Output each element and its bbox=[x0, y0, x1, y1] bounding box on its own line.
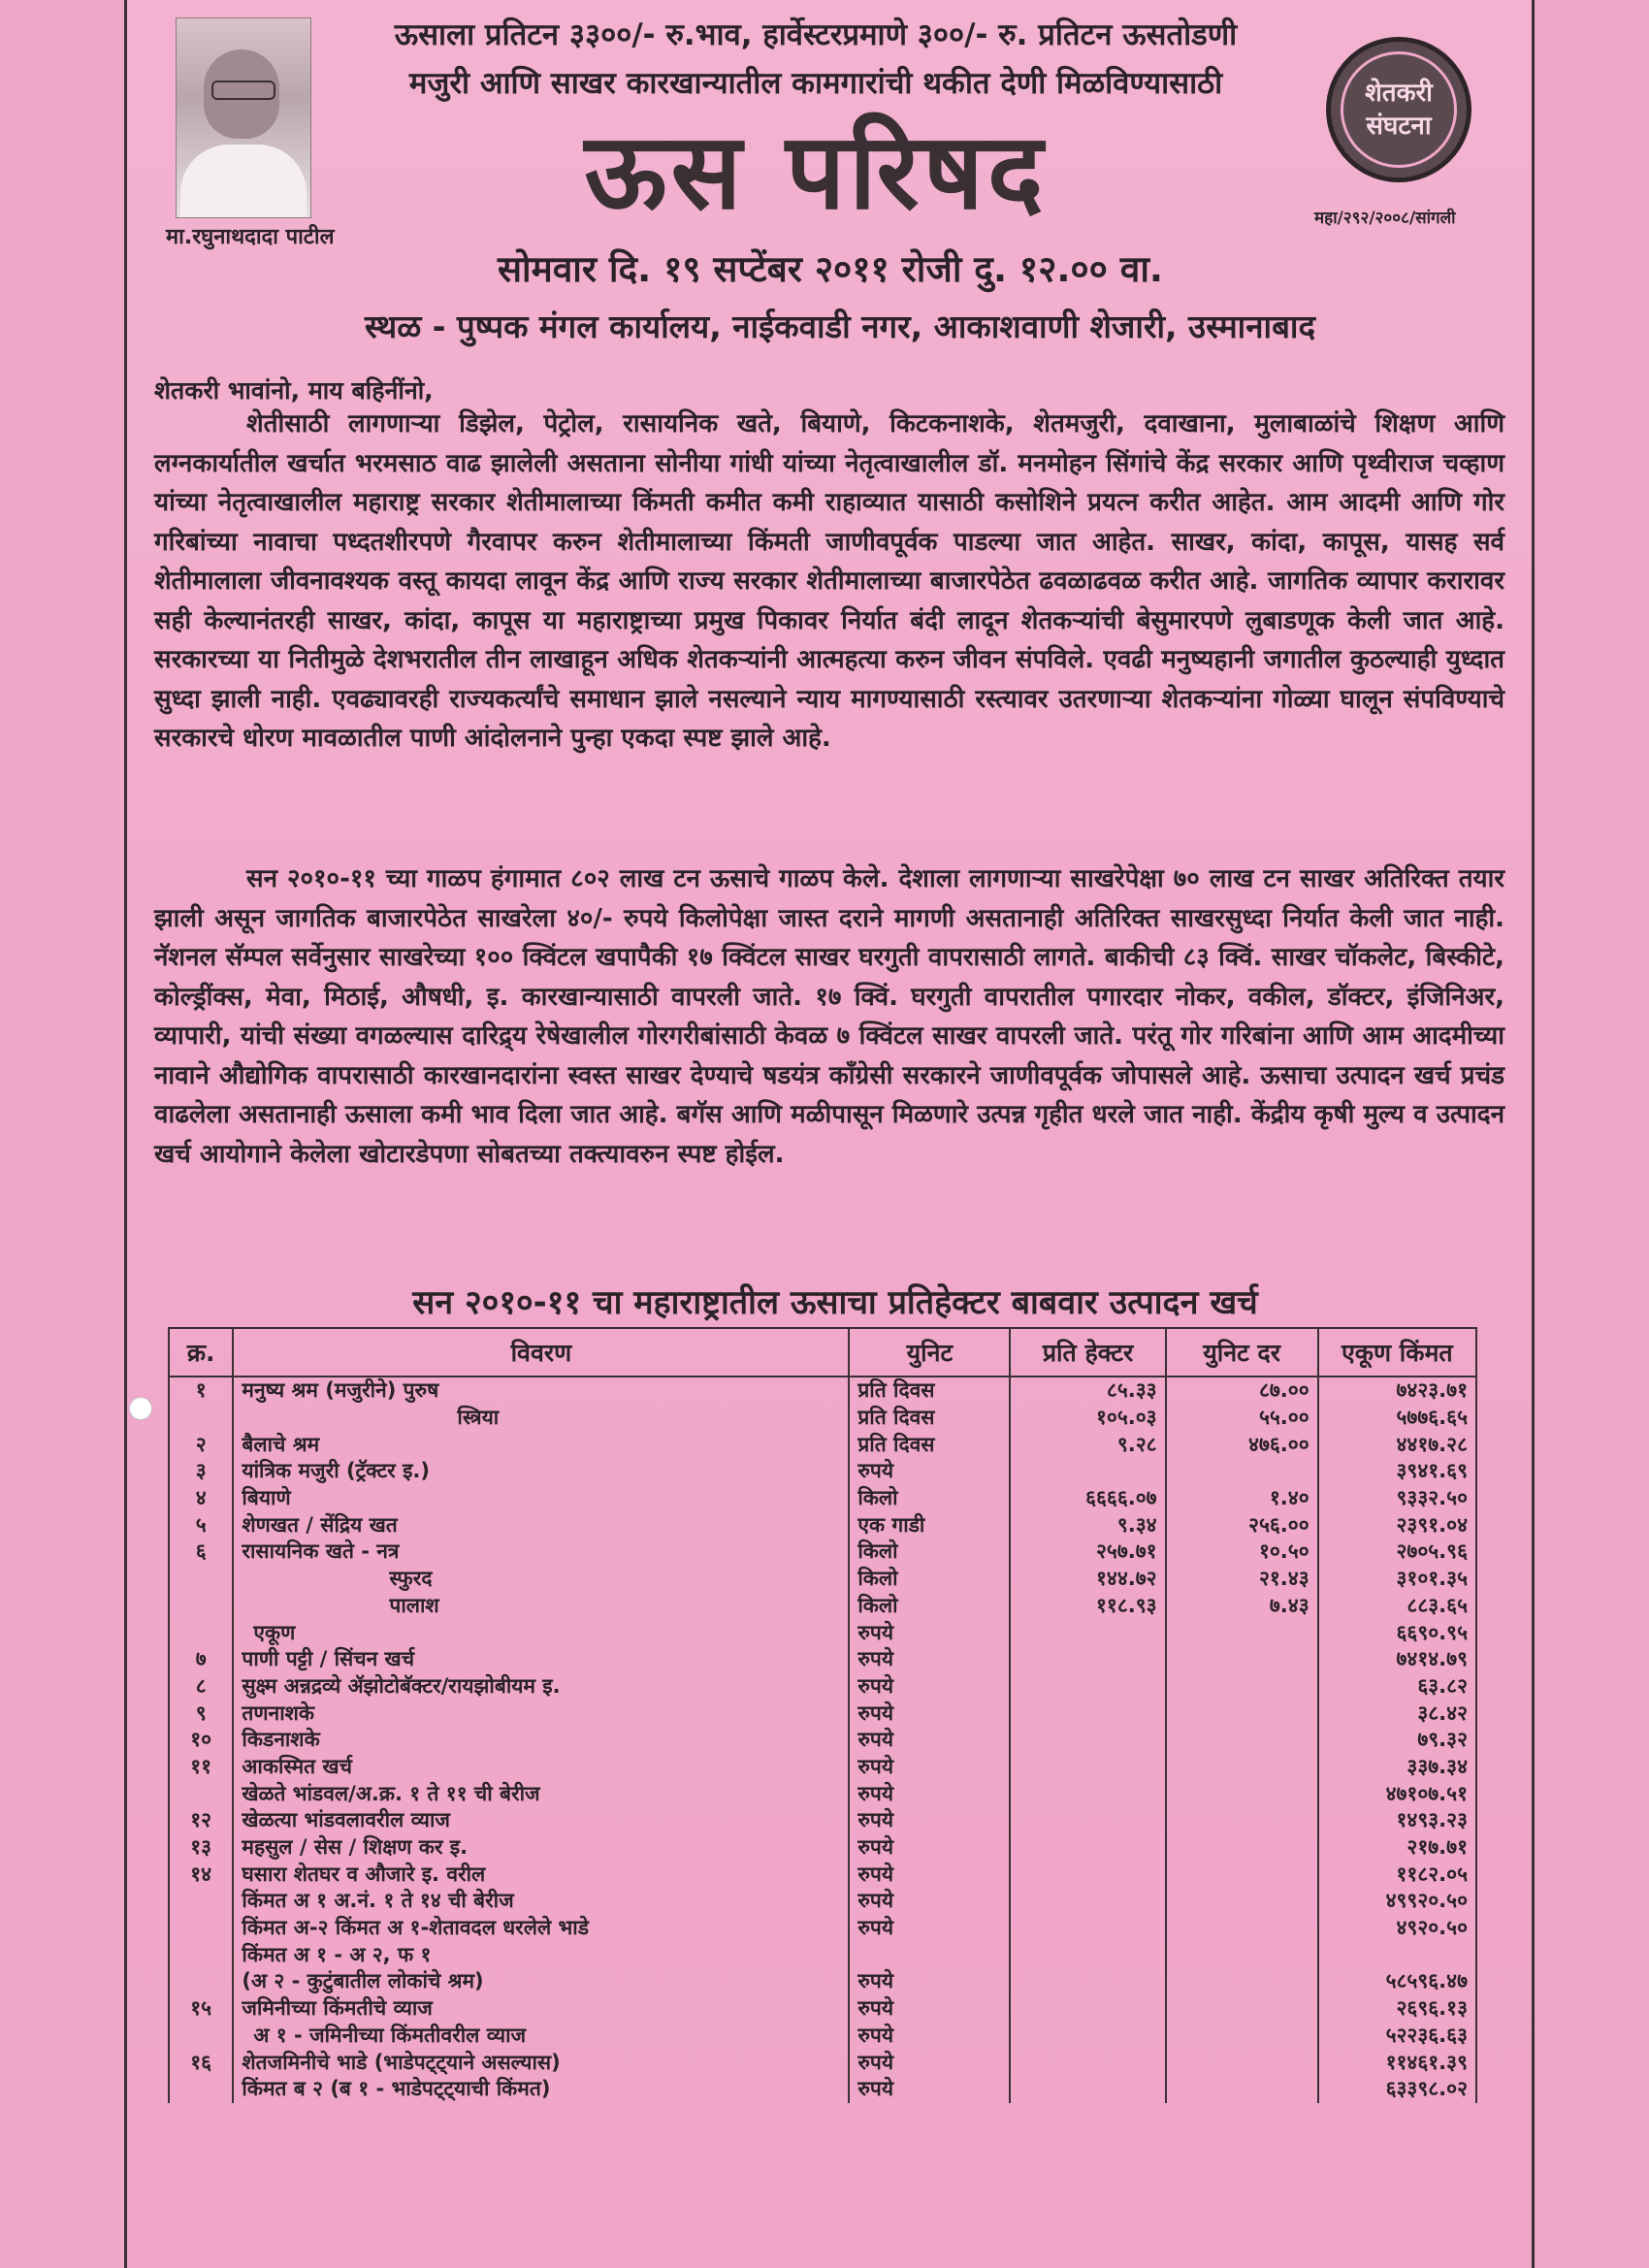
cell-description: जमिनीच्या किंमतीचे व्याज bbox=[233, 1995, 849, 2023]
cell-unit: किलो bbox=[849, 1485, 1010, 1512]
cell-unit: एक गाडी bbox=[849, 1511, 1010, 1539]
table-row bbox=[169, 1727, 1476, 1754]
cell-unit-rate bbox=[1166, 1915, 1318, 1942]
cell-sn: ७ bbox=[169, 1646, 233, 1673]
cell-sn: ३ bbox=[169, 1458, 233, 1485]
cell-sn bbox=[169, 1968, 233, 1995]
cell-unit-rate bbox=[1166, 1807, 1318, 1834]
cell-description: खेळत्या भांडवलावरील व्याज bbox=[233, 1807, 849, 1834]
table-header-row bbox=[169, 1328, 1476, 1377]
cost-table bbox=[168, 1327, 1477, 2103]
cell-total-cost: ३८.४२ bbox=[1318, 1700, 1476, 1727]
header-unit: युनिट bbox=[849, 1328, 1010, 1377]
cell-total-cost: ४४१७.२८ bbox=[1318, 1431, 1476, 1458]
cell-unit: प्रति दिवस bbox=[849, 1405, 1010, 1432]
cell-sn bbox=[169, 1888, 233, 1915]
table-row bbox=[169, 1861, 1476, 1888]
cell-per-hectare: ९.२८ bbox=[1010, 1431, 1165, 1458]
cell-unit: रुपये bbox=[849, 2049, 1010, 2076]
event-date: सोमवार दि. १९ सप्टेंबर २०११ रोजी दु. १२.०० वा. bbox=[498, 248, 1163, 290]
cell-total-cost: ५२२३६.६३ bbox=[1318, 2023, 1476, 2050]
cell-sn bbox=[169, 1780, 233, 1807]
cell-unit: रुपये bbox=[849, 1727, 1010, 1754]
cell-sn bbox=[169, 1405, 233, 1432]
cell-unit-rate bbox=[1166, 1700, 1318, 1727]
cell-total-cost: ११४६१.३९ bbox=[1318, 2049, 1476, 2076]
paragraph-2: सन २०१०-११ च्या गाळप हंगामात ८०२ लाख टन ऊसाचे गाळप केले. देशाला लागणाऱ्या साखरेपेक्षा ७० लाख टन साखर अतिरिक्त तयार झाली असून जागतिक बाजारपेठेत साखरेला ४०/- रुपये किलोपेक्षा जास्त दराने मागणी असतानाही अतिरिक्त साखरसुध्दा निर्यात केली जात नाही. नॅशनल सॅम्पल सर्वेनुसार साखरेच्या १०० क्विंटल खपापैकी १७ क्विंटल साखर घरगुती वापरासाठी लागते. बाकीची ८३ क्विं. साखर चॉकलेट, बिस्कीटे, कोल्ड्रींक्स, मेवा, मिठाई, औषधी, इ. कारखान्यासाठी वापरली जाते. १७ क्विं. घरगुती वापरातील पगारदार नोकर, वकील, डॉक्टर, इंजिनिअर, व्यापारी, यांची संख्या वगळल्यास दारिद्र्य रेषेखालील गोरगरीबांसाठी केवळ ७ क्विंटल साखर वापरली जाते. परंतू गोर गरिबांना आणि आम आदमीच्या नावाने औद्योगिक वापरासाठी कारखानदारांना स्वस्त साखर देण्याचे षडयंत्र काँग्रेसी सरकारने जाणीवपूर्वक जोपासले आहे. ऊसाचा उत्पादन खर्च प्रचंड वाढलेला असतानाही ऊसाला कमी भाव दिला जात आहे. बगॅस आणि मळीपासून मिळणारे उत्पन्न गृहीत धरले जात नाही. केंद्रीय कृषी मुल्य व उत्पादन खर्च आयोगाने केलेला खोटारडेपणा सोबतच्या तक्त्यावरुन स्पष्ट होईल. bbox=[154, 864, 1504, 1169]
cell-per-hectare bbox=[1010, 1834, 1165, 1862]
page-title: ऊस परिषद bbox=[584, 112, 1048, 233]
cell-per-hectare bbox=[1010, 1700, 1165, 1727]
cell-per-hectare bbox=[1010, 1458, 1165, 1485]
cell-total-cost: ६३३९८.०२ bbox=[1318, 2076, 1476, 2103]
cell-sn: ६ bbox=[169, 1539, 233, 1566]
cell-description: बैलाचे श्रम bbox=[233, 1431, 849, 1458]
cell-unit-rate: ५५.०० bbox=[1166, 1405, 1318, 1432]
header-unit-rate: युनिट दर bbox=[1166, 1328, 1318, 1377]
table-row bbox=[169, 1405, 1476, 1432]
table-row bbox=[169, 1619, 1476, 1646]
cell-total-cost: ७४१४.७९ bbox=[1318, 1646, 1476, 1673]
cell-description: किंमत ब २ (ब १ - भाडेपट्ट्याची किंमत) bbox=[233, 2076, 849, 2103]
cell-unit: रुपये bbox=[849, 1915, 1010, 1942]
cell-description: बियाणे bbox=[233, 1485, 849, 1512]
cell-total-cost: ५७७६.६५ bbox=[1318, 1405, 1476, 1432]
cell-unit-rate: २१.४३ bbox=[1166, 1566, 1318, 1593]
cell-description: रासायनिक खते - नत्र bbox=[233, 1539, 849, 1566]
cell-description: किंमत अ-२ किंमत अ १-शेतावदल धरलेले भाडे bbox=[233, 1915, 849, 1942]
headline-line-2: मजुरी आणि साखर कारखान्यातील कामगारांची थकीत देणी मिळविण्यासाठी bbox=[408, 66, 1223, 101]
cell-unit: रुपये bbox=[849, 1968, 1010, 1995]
cell-sn bbox=[169, 1593, 233, 1620]
cell-per-hectare bbox=[1010, 1888, 1165, 1915]
cell-sn: १४ bbox=[169, 1861, 233, 1888]
cell-description: पाणी पट्टी / सिंचन खर्च bbox=[233, 1646, 849, 1673]
table-row bbox=[169, 1673, 1476, 1701]
cell-description: अ १ - जमिनीच्या किंमतीवरील व्याज bbox=[233, 2023, 849, 2050]
cell-unit-rate bbox=[1166, 1888, 1318, 1915]
table-row bbox=[169, 1780, 1476, 1807]
cell-total-cost: ७९.३२ bbox=[1318, 1727, 1476, 1754]
cell-total-cost: ३३७.३४ bbox=[1318, 1754, 1476, 1781]
cell-per-hectare bbox=[1010, 1780, 1165, 1807]
cell-unit: प्रति दिवस bbox=[849, 1377, 1010, 1405]
cell-sn: ४ bbox=[169, 1485, 233, 1512]
cell-unit-rate bbox=[1166, 1646, 1318, 1673]
cell-description: यांत्रिक मजुरी (ट्रॅक्टर इ.) bbox=[233, 1458, 849, 1485]
cell-description: किंमत अ १ - अ २, फ १ bbox=[233, 1941, 849, 1968]
cell-description: स्फुरद bbox=[233, 1566, 849, 1593]
table-row bbox=[169, 2049, 1476, 2076]
cell-per-hectare bbox=[1010, 1754, 1165, 1781]
cell-unit-rate: ७.४३ bbox=[1166, 1593, 1318, 1620]
cell-per-hectare bbox=[1010, 2023, 1165, 2050]
cell-unit bbox=[849, 1941, 1010, 1968]
cell-unit-rate bbox=[1166, 2049, 1318, 2076]
cell-sn: १० bbox=[169, 1727, 233, 1754]
cell-unit: रुपये bbox=[849, 1888, 1010, 1915]
cell-unit: रुपये bbox=[849, 1673, 1010, 1701]
organization-seal-icon bbox=[1326, 37, 1471, 182]
table-row bbox=[169, 1485, 1476, 1512]
cell-unit: प्रति दिवस bbox=[849, 1431, 1010, 1458]
cell-total-cost: ४९९२०.५० bbox=[1318, 1888, 1476, 1915]
portrait-photo bbox=[176, 17, 311, 218]
cell-unit-rate: २५६.०० bbox=[1166, 1511, 1318, 1539]
cell-per-hectare bbox=[1010, 2049, 1165, 2076]
cell-total-cost: ६६९०.९५ bbox=[1318, 1619, 1476, 1646]
cell-description: महसुल / सेस / शिक्षण कर इ. bbox=[233, 1834, 849, 1862]
cell-per-hectare bbox=[1010, 2076, 1165, 2103]
table-row bbox=[169, 1834, 1476, 1862]
cell-unit-rate bbox=[1166, 1968, 1318, 1995]
cell-unit-rate bbox=[1166, 1754, 1318, 1781]
cell-description: सुक्ष्म अन्नद्रव्ये ॲझोटोबॅक्टर/रायझोबीयम इ. bbox=[233, 1673, 849, 1701]
cell-total-cost: २७०५.९६ bbox=[1318, 1539, 1476, 1566]
cell-description: मनुष्य श्रम (मजुरीने) पुरुष bbox=[233, 1377, 849, 1405]
cell-per-hectare: १४४.७२ bbox=[1010, 1566, 1165, 1593]
cell-unit: रुपये bbox=[849, 1995, 1010, 2023]
cell-unit-rate: ८७.०० bbox=[1166, 1377, 1318, 1405]
cell-unit: रुपये bbox=[849, 1458, 1010, 1485]
cell-unit-rate bbox=[1166, 1780, 1318, 1807]
table-row bbox=[169, 1915, 1476, 1942]
cell-description: स्त्रिया bbox=[233, 1405, 849, 1432]
table-row bbox=[169, 1941, 1476, 1968]
table-row bbox=[169, 1700, 1476, 1727]
cell-description: आकस्मित खर्च bbox=[233, 1754, 849, 1781]
paragraph-1: शेतीसाठी लागणाऱ्या डिझेल, पेट्रोल, रासायनिक खते, बियाणे, किटकनाशके, शेतमजुरी, दवाखाना, मुलाबाळांचे शिक्षण आणि लग्नकार्यातील खर्चात भरमसाठ वाढ झालेली असताना सोनीया गांधी यांच्या नेतृत्वाखालील डॉ. मनमोहन सिंगांचे केंद्र सरकार आणि पृथ्वीराज चव्हाण यांच्या नेतृत्वाखालील महाराष्ट्र सरकार शेतीमालाच्या किंमती कमीत कमी राहाव्यात यासाठी कसोशिने प्रयत्न करीत आहेत. आम आदमी आणि गोर गरिबांच्या नावाचा पध्दतशीरपणे गैरवापर करुन शेतीमालाच्या किंमती जाणीवपूर्वक पाडल्या जात आहेत. साखर, कांदा, कापूस, यासह सर्व शेतीमालाला जीवनावश्यक वस्तू कायदा लावून केंद्र आणि राज्य सरकार शेतीमालाच्या बाजारपेठेत ढवळाढवळ करीत आहे. जागतिक व्यापार करारावर सही केल्यानंतरही साखर, कांदा, कापूस या महाराष्ट्राच्या प्रमुख पिकावर निर्यात बंदी लादून शेतकऱ्यांची बेसुमारपणे लुबाडणूक केली जात आहे. सरकारच्या या नितीमुळे देशभरातील तीन लाखाहून अधिक शेतकऱ्यांनी आत्महत्या करुन जीवन संपविले. एवढी मनुष्यहानी जगातील कुठल्याही युध्दात सुध्दा झाली नाही. एवढ्यावरही राज्यकर्त्यांचे समाधान झाले नसल्याने न्याय मागण्यासाठी रस्त्यावर उतरणाऱ्या शेतकऱ्यांना गोळ्या घालून संपविण्याचे सरकारचे धोरण मावळातील पाणी आंदोलनाने पुन्हा एकदा स्पष्ट झाले आहे. bbox=[154, 409, 1504, 753]
cell-description: तणनाशके bbox=[233, 1700, 849, 1727]
table-row bbox=[169, 1539, 1476, 1566]
cell-per-hectare: ९.३४ bbox=[1010, 1511, 1165, 1539]
cell-per-hectare bbox=[1010, 1727, 1165, 1754]
cell-description: घसारा शेतघर व औजारे इ. वरील bbox=[233, 1861, 849, 1888]
cell-total-cost: ९३३२.५० bbox=[1318, 1485, 1476, 1512]
table-row bbox=[169, 1646, 1476, 1673]
cell-unit-rate: १.४० bbox=[1166, 1485, 1318, 1512]
cell-unit: रुपये bbox=[849, 1754, 1010, 1781]
cell-unit-rate bbox=[1166, 1861, 1318, 1888]
greeting: शेतकरी भावांनो, माय बहिनींनो, bbox=[154, 376, 434, 405]
cell-description: शेणखत / सेंद्रिय खत bbox=[233, 1511, 849, 1539]
cell-description: पालाश bbox=[233, 1593, 849, 1620]
cell-per-hectare bbox=[1010, 1646, 1165, 1673]
cell-sn: ५ bbox=[169, 1511, 233, 1539]
cell-unit-rate bbox=[1166, 1673, 1318, 1701]
table-row bbox=[169, 1458, 1476, 1485]
cell-unit-rate: ४७६.०० bbox=[1166, 1431, 1318, 1458]
cell-per-hectare bbox=[1010, 1941, 1165, 1968]
cell-sn bbox=[169, 2076, 233, 2103]
cell-sn bbox=[169, 1941, 233, 1968]
cell-total-cost: ३१०१.३५ bbox=[1318, 1566, 1476, 1593]
table-row bbox=[169, 1968, 1476, 1995]
cell-per-hectare: ११८.९३ bbox=[1010, 1593, 1165, 1620]
cell-total-cost: ८८३.६५ bbox=[1318, 1593, 1476, 1620]
cell-sn: १२ bbox=[169, 1807, 233, 1834]
cell-total-cost bbox=[1318, 1941, 1476, 1968]
header-total-cost: एकूण किंमत bbox=[1318, 1328, 1476, 1377]
cell-total-cost: २३९१.०४ bbox=[1318, 1511, 1476, 1539]
event-venue: स्थळ - पुष्पक मंगल कार्यालय, नाईकवाडी नगर, आकाशवाणी शेजारी, उस्मानाबाद bbox=[364, 308, 1316, 345]
cell-per-hectare bbox=[1010, 1619, 1165, 1646]
document-page bbox=[124, 0, 1535, 2268]
headline-line-1: ऊसाला प्रतिटन ३३००/- रु.भाव, हार्वेस्टरप्रमाणे ३००/- रु. प्रतिटन ऊसतोडणी bbox=[394, 17, 1238, 52]
cell-unit: किलो bbox=[849, 1566, 1010, 1593]
cell-sn: २ bbox=[169, 1431, 233, 1458]
cell-unit-rate: १०.५० bbox=[1166, 1539, 1318, 1566]
cell-unit: किलो bbox=[849, 1593, 1010, 1620]
cell-unit-rate bbox=[1166, 1727, 1318, 1754]
cell-per-hectare bbox=[1010, 1673, 1165, 1701]
cell-unit: रुपये bbox=[849, 1700, 1010, 1727]
table-row bbox=[169, 1888, 1476, 1915]
cell-description: किंमत अ १ अ.नं. १ ते १४ ची बेरीज bbox=[233, 1888, 849, 1915]
cell-per-hectare: ६६६६.०७ bbox=[1010, 1485, 1165, 1512]
cell-description: (अ २ - कुटुंबातील लोकांचे श्रम) bbox=[233, 1968, 849, 1995]
cell-total-cost: ११८२.०५ bbox=[1318, 1861, 1476, 1888]
cell-per-hectare bbox=[1010, 1807, 1165, 1834]
cell-unit: किलो bbox=[849, 1539, 1010, 1566]
table-row bbox=[169, 1807, 1476, 1834]
cell-total-cost: २१७.७१ bbox=[1318, 1834, 1476, 1862]
cell-per-hectare bbox=[1010, 1915, 1165, 1942]
cell-total-cost: ५८५९६.४७ bbox=[1318, 1968, 1476, 1995]
cell-unit: रुपये bbox=[849, 2076, 1010, 2103]
cell-unit-rate bbox=[1166, 1458, 1318, 1485]
table-row bbox=[169, 1566, 1476, 1593]
table-row bbox=[169, 1593, 1476, 1620]
cell-sn: १३ bbox=[169, 1834, 233, 1862]
cell-unit-rate bbox=[1166, 2076, 1318, 2103]
cell-sn: १६ bbox=[169, 2049, 233, 2076]
cell-unit-rate bbox=[1166, 1995, 1318, 2023]
cell-per-hectare bbox=[1010, 1861, 1165, 1888]
cell-unit: रुपये bbox=[849, 1834, 1010, 1862]
cell-total-cost: २६९६.१३ bbox=[1318, 1995, 1476, 2023]
cell-total-cost: ३९४१.६९ bbox=[1318, 1458, 1476, 1485]
cell-unit-rate bbox=[1166, 2023, 1318, 2050]
table-row bbox=[169, 1754, 1476, 1781]
cell-total-cost: ७४२३.७१ bbox=[1318, 1377, 1476, 1405]
cell-sn: ८ bbox=[169, 1673, 233, 1701]
table-title: सन २०१०-११ चा महाराष्ट्रातील ऊसाचा प्रतिहेक्टर बाबवार उत्पादन खर्च bbox=[412, 1283, 1258, 1322]
cell-sn: १५ bbox=[169, 1995, 233, 2023]
table-row bbox=[169, 1377, 1476, 1405]
cell-description: शेतजमिनीचे भाडे (भाडेपट्ट्याने असल्यास) bbox=[233, 2049, 849, 2076]
table-row bbox=[169, 1431, 1476, 1458]
cell-unit: रुपये bbox=[849, 1807, 1010, 1834]
cell-unit-rate bbox=[1166, 1619, 1318, 1646]
cell-unit: रुपये bbox=[849, 1646, 1010, 1673]
cell-per-hectare: १०५.०३ bbox=[1010, 1405, 1165, 1432]
cell-description: किडनाशके bbox=[233, 1727, 849, 1754]
cell-per-hectare: २५७.७१ bbox=[1010, 1539, 1165, 1566]
table-row bbox=[169, 2076, 1476, 2103]
cell-unit: रुपये bbox=[849, 2023, 1010, 2050]
cell-total-cost: ६३.८२ bbox=[1318, 1673, 1476, 1701]
table-row bbox=[169, 1995, 1476, 2023]
cell-per-hectare bbox=[1010, 1995, 1165, 2023]
header-per-hectare: प्रति हेक्टर bbox=[1010, 1328, 1165, 1377]
cell-sn bbox=[169, 1566, 233, 1593]
cell-unit: रुपये bbox=[849, 1780, 1010, 1807]
header-sn: क्र. bbox=[169, 1328, 233, 1377]
cell-unit: रुपये bbox=[849, 1861, 1010, 1888]
cell-unit-rate bbox=[1166, 1834, 1318, 1862]
punch-hole bbox=[129, 1397, 152, 1420]
cell-sn bbox=[169, 2023, 233, 2050]
cell-description: एकूण bbox=[233, 1619, 849, 1646]
cell-sn: ९ bbox=[169, 1700, 233, 1727]
registration-number: महा/२९२/२००८/सांगली bbox=[1314, 209, 1456, 228]
cell-description: खेळते भांडवल/अ.क्र. १ ते ११ ची बेरीज bbox=[233, 1780, 849, 1807]
table-row bbox=[169, 2023, 1476, 2050]
cell-total-cost: ४७१०७.५१ bbox=[1318, 1780, 1476, 1807]
cell-unit: रुपये bbox=[849, 1619, 1010, 1646]
cell-per-hectare: ८५.३३ bbox=[1010, 1377, 1165, 1405]
table-body bbox=[169, 1377, 1476, 2103]
cell-sn: ११ bbox=[169, 1754, 233, 1781]
cell-total-cost: १४९३.२३ bbox=[1318, 1807, 1476, 1834]
table-row bbox=[169, 1511, 1476, 1539]
portrait-caption: मा.रघुनाथदादा पाटील bbox=[166, 225, 335, 249]
cell-sn: १ bbox=[169, 1377, 233, 1405]
header-description: विवरण bbox=[233, 1328, 849, 1377]
cell-per-hectare bbox=[1010, 1968, 1165, 1995]
cell-sn bbox=[169, 1915, 233, 1942]
cell-sn bbox=[169, 1619, 233, 1646]
seal-text: शेतकरी संघटना bbox=[1341, 51, 1457, 168]
cell-total-cost: ४९२०.५० bbox=[1318, 1915, 1476, 1942]
cell-unit-rate bbox=[1166, 1941, 1318, 1968]
